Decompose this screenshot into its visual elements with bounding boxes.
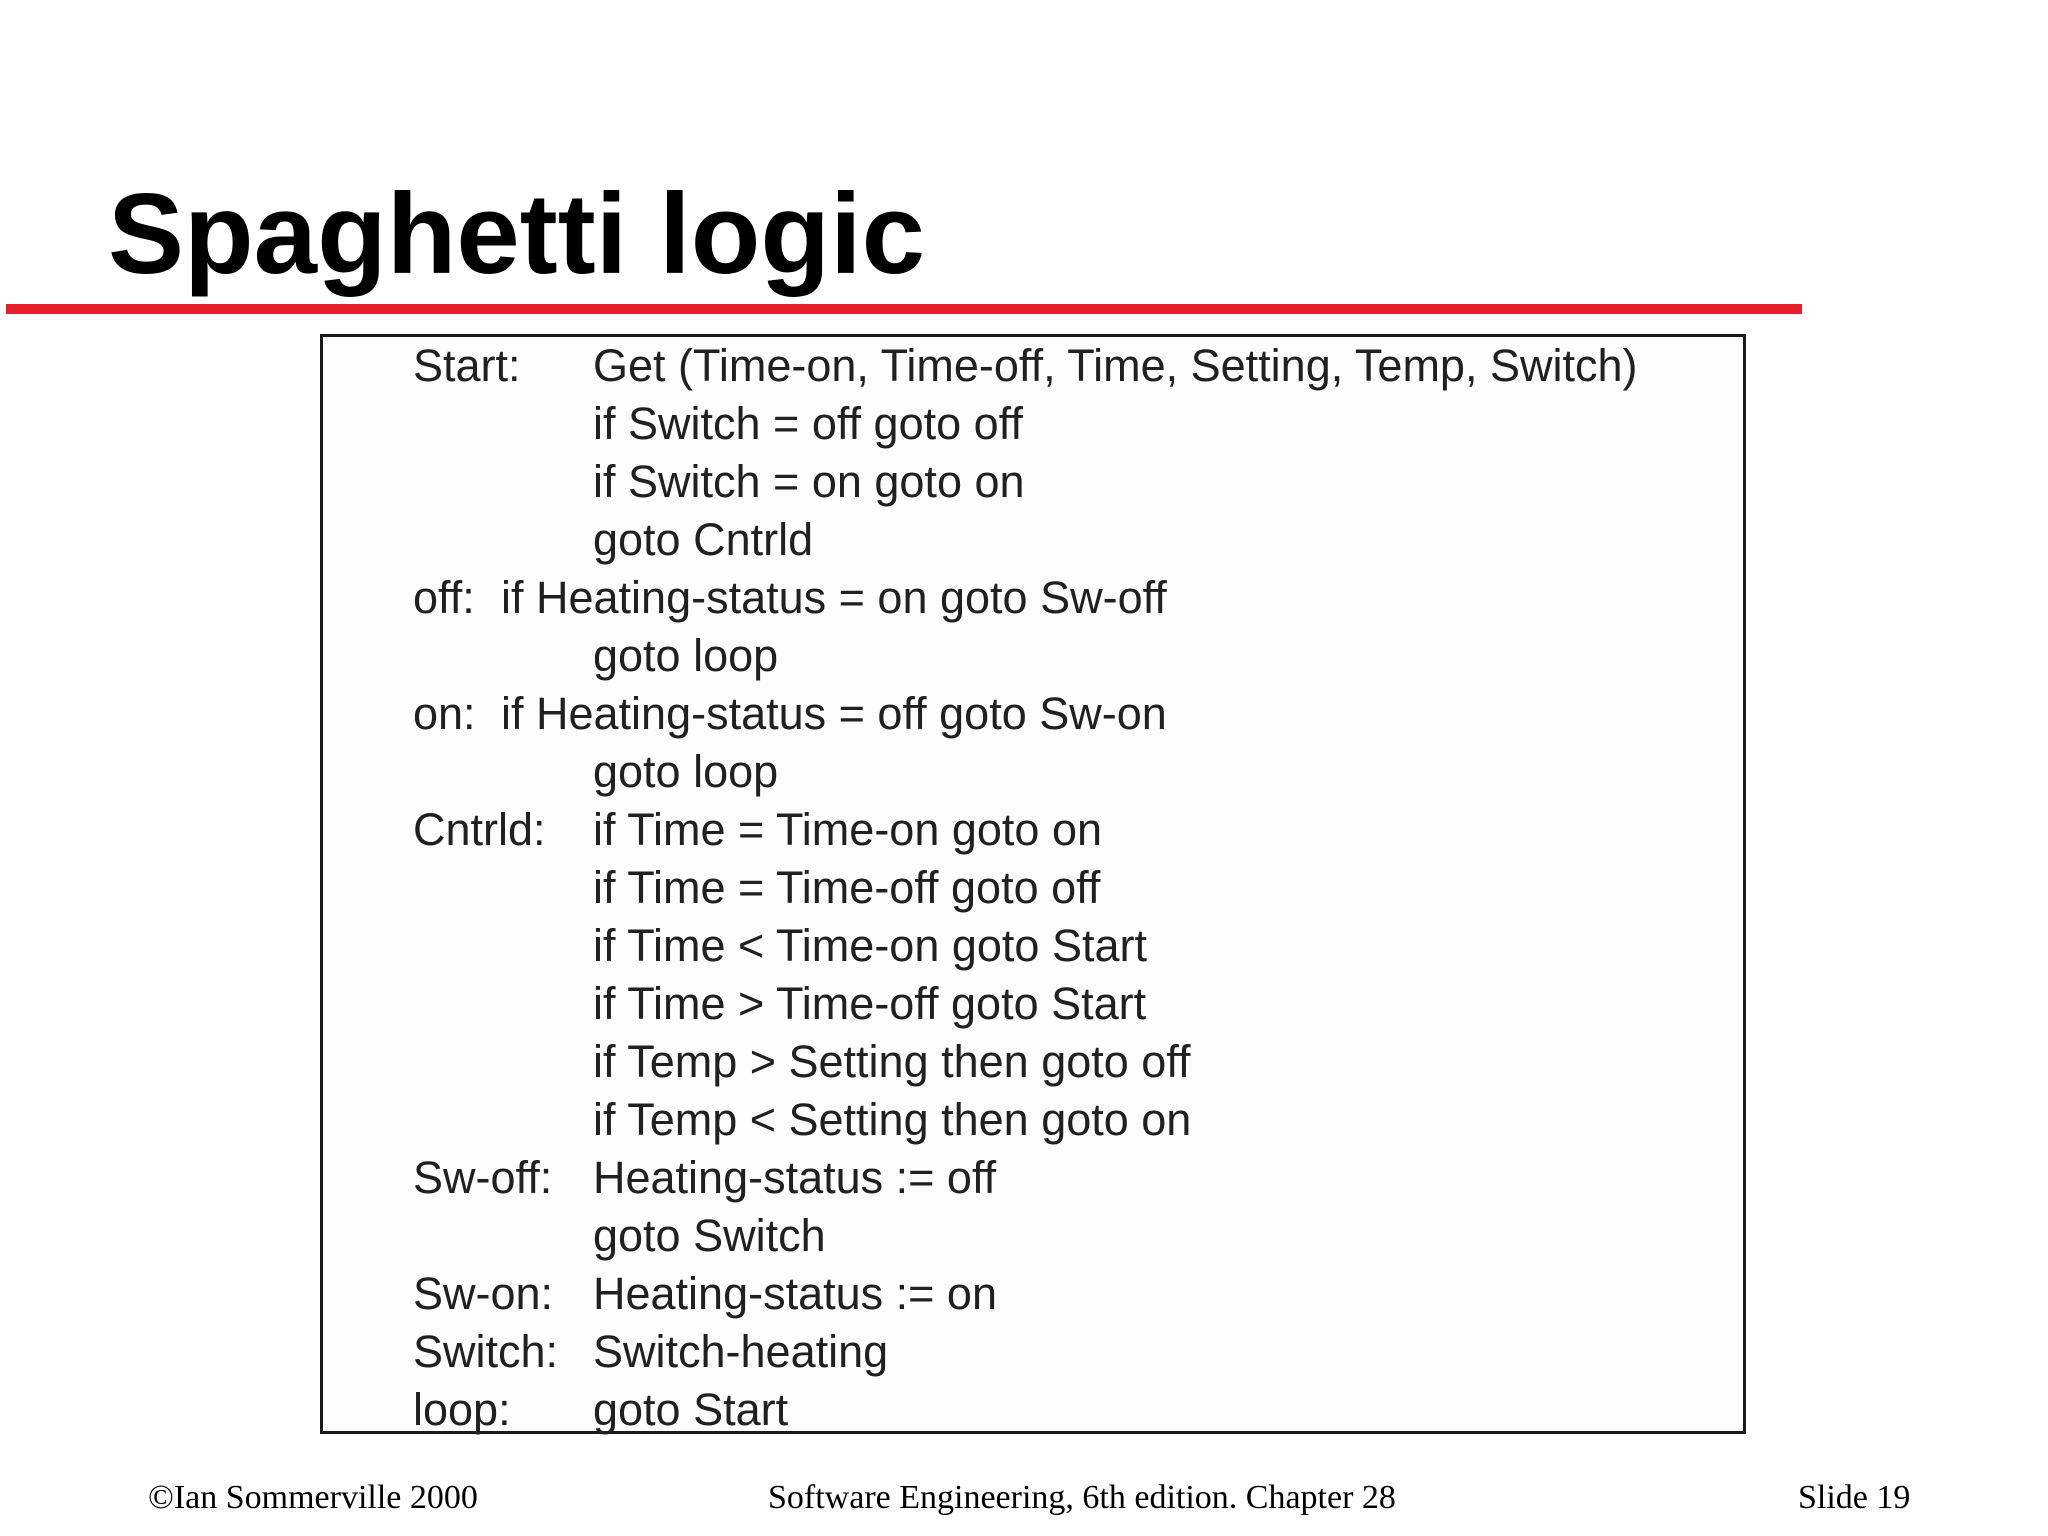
footer-copyright: ©Ian Sommerville 2000 (148, 1479, 478, 1516)
code-statement: Get (Time-on, Time-off, Time, Setting, Temp, Switch) (593, 340, 1638, 391)
code-statement: if Temp > Setting then goto off (593, 1036, 1191, 1087)
code-label: Cntrld: (413, 804, 546, 855)
code-label: Sw-off: (413, 1152, 553, 1203)
code-statement: Switch-heating (593, 1326, 889, 1377)
code-statement: goto loop (593, 746, 779, 797)
code-statement: if Heating-status = off goto Sw-on (501, 688, 1167, 739)
code-label: Sw-on: (413, 1268, 554, 1319)
code-label: on: (413, 688, 476, 739)
code-statement: goto Start (593, 1384, 789, 1435)
code-listing-box (320, 334, 1746, 1434)
code-label: Start: (413, 340, 521, 391)
code-label: off: (413, 572, 475, 623)
footer-slide-number: Slide 19 (1798, 1479, 1911, 1516)
title-divider (6, 304, 1802, 314)
code-statement: goto loop (593, 630, 779, 681)
code-statement: if Temp < Setting then goto on (593, 1094, 1192, 1145)
code-label: loop: (413, 1384, 511, 1435)
code-label: Switch: (413, 1326, 559, 1377)
footer-book-title: Software Engineering, 6th edition. Chapter 28 (768, 1479, 1396, 1516)
code-statement: Heating-status := off (593, 1152, 997, 1203)
slide-title: Spaghetti logic (108, 171, 926, 298)
code-statement: goto Cntrld (593, 514, 814, 565)
code-statement: Heating-status := on (593, 1268, 997, 1319)
code-statement: if Time < Time-on goto Start (593, 920, 1147, 971)
code-statement: goto Switch (593, 1210, 826, 1261)
code-statement: if Heating-status = on goto Sw-off (501, 572, 1167, 623)
code-statement: if Switch = on goto on (593, 456, 1025, 507)
code-statement: if Time > Time-off goto Start (593, 978, 1147, 1029)
code-statement: if Time = Time-on goto on (593, 804, 1102, 855)
code-statement: if Switch = off goto off (593, 398, 1023, 449)
code-statement: if Time = Time-off goto off (593, 862, 1101, 913)
